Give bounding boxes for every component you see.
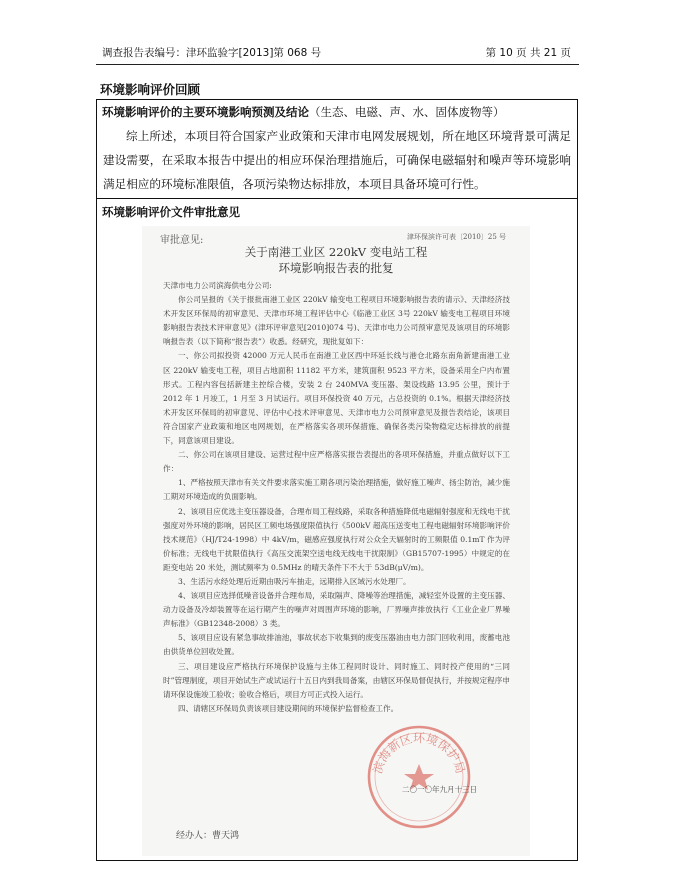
approval-paragraph: 一、你公司拟投资 42000 万元人民币在南港工业区西中环延长线与港仓北路东南角新建南港工业区 220kV 输变电工程，项目占地面积 11182 平方米，建筑面积 9523 平方米，设备采用全户内布置形式。工程内容包括新建主控综合楼，安装 2 台 240MVA 变压器、架设线路 13.95 公里，预计于 2012 年 1 月竣工，1 月至 3 月试运行。项目环保投资 40 万元，占总投资的 0.1%。根据天津经济技术开发区环保局的初审意见、评估中心技术评审意见、天津市电力公司预审意见及报告表结论，该项目符合国家产业政策和地区电网规划，在严格落实各项环保措施、确保各类污染物稳定达标排放的前提下，同意该项目建设。 [163,351,510,446]
conclusion-paragraph: 综上所述，本项目符合国家产业政策和天津市电网发展规划，所在地区环境背景可满足建设需要，在采取本报告中提出的相应环保治理措施后，可确保电磁辐射和噪声等环境影响满足相应的环境标准限值，各项污染物达标排放，本项目具备环境可行性。 [103,129,571,191]
official-seal [364,722,474,832]
approval-paragraph: 三、项目建设应严格执行环境保护设施与主体工程同时设计、同时施工、同时投产使用的“三同时”管理制度，项目开始试生产或试运行十五日内到我局备案，由辖区环保局督促执行，并按规定程序申请环保设施竣工验收；验收合格后，项目方可正式投入运行。 [163,661,510,699]
approval-paragraph: 2、该项目应优选主变压器设备，合理布局工程线路，采取各种措施降低电磁辐射强度和无线电干扰强度对外环境的影响，居民区工频电场强度限值执行《500kV 超高压送变电工程电磁辐射环境影响评价技术规范》（HJ/T24-1998）中 4kV/m，磁感应强度执行对公众全天辐射时的工频限值 0.1mT 作为评价标准；无线电干扰限值执行《高压交流架空送电线无线电干扰限制》（GB15707-1995）中规定的在距变电站 20 米处，测试频率为 0.5MHz 的晴天条件下不大于 53dB(μV/m)。 [163,506,510,572]
approval-body [163,279,510,716]
document-number: 津环保滨许可表〔2010〕25 号 [407,233,506,241]
approval-paragraph: 四、请辖区环保局负责该项目建设期间的环境保护监督检查工作。 [178,703,399,713]
prediction-title-sub: （生态、电磁、声、水、固体废物等） [309,105,505,119]
report-number: 调查报告表编号：津环监验字[2013]第 068 号 [102,47,322,59]
row-divider [97,198,577,199]
header-rule [96,64,579,65]
handler-name: 经办人：曹天鸿 [176,831,240,841]
approval-paragraph: 1、严格按照天津市有关文件要求落实施工期各项污染治理措施，做好施工噪声、扬尘防治，减少施工期对环境造成的负面影响。 [163,478,510,502]
approval-paragraph: 你公司呈报的《关于报批南港工业区 220kV 输变电工程项目环境影响报告表的请示》、天津经济技术开发区环保局的初审意见、天津市环境工程评估中心《临港工业区 3号 220kV 输变电工程项目环境影响报告表技术评审意见》(津环评审意见[2010]074 号)、天津市电力公司预审意见及该项目的环境影响报告表（以下简称“报告表”）收悉。经研究，现批复如下： [163,295,510,347]
approval-section-title: 环境影响评价文件审批意见 [102,205,240,219]
prediction-title-main: 环境影响评价的主要环境影响预测及结论 [102,105,309,119]
approval-label: 审批意见: [160,235,204,246]
approval-paragraph: 3、生活污水经处理后近期由吸污车抽走，远期排入区域污水处理厂。 [178,576,411,586]
approval-title-line1: 关于南港工业区 220kV 变电站工程 [244,245,428,259]
approval-paragraph: 4、该项目应选择低噪音设备并合理布局，采取隔声、降噪等治理措施，减轻室外设置的主变压器、动力设备及冷却装置等在运行期产生的噪声对周围声环境的影响，厂界噪声排放执行《工业企业厂界噪声标准》（GB12348-2008）3 类。 [163,591,510,629]
section-heading: 环境影响评价回顾 [100,82,201,97]
approval-title-line2: 环境影响报告表的批复 [278,261,394,275]
review-table [96,99,578,861]
page-number: 第 10 页 共 21 页 [485,47,571,59]
approval-paragraph: 5、该项目应设有紧急事故排油池，事故状态下收集到的废变压器油由电力部门回收利用，废蓄电池由供货单位回收处置。 [163,633,510,657]
seal-text: 滨海新区环境保护局 [370,731,468,776]
approval-paragraph: 二、你公司在该项目建设、运营过程中应严格落实报告表提出的各项环保措施，并重点做好以下工作： [163,450,510,474]
approval-scan [142,226,530,856]
addressee: 天津市电力公司滨海供电分公司: [163,281,272,290]
prediction-title [102,104,505,120]
page-header [96,44,577,62]
issue-date: 二〇一〇年九月十三日 [402,785,477,794]
